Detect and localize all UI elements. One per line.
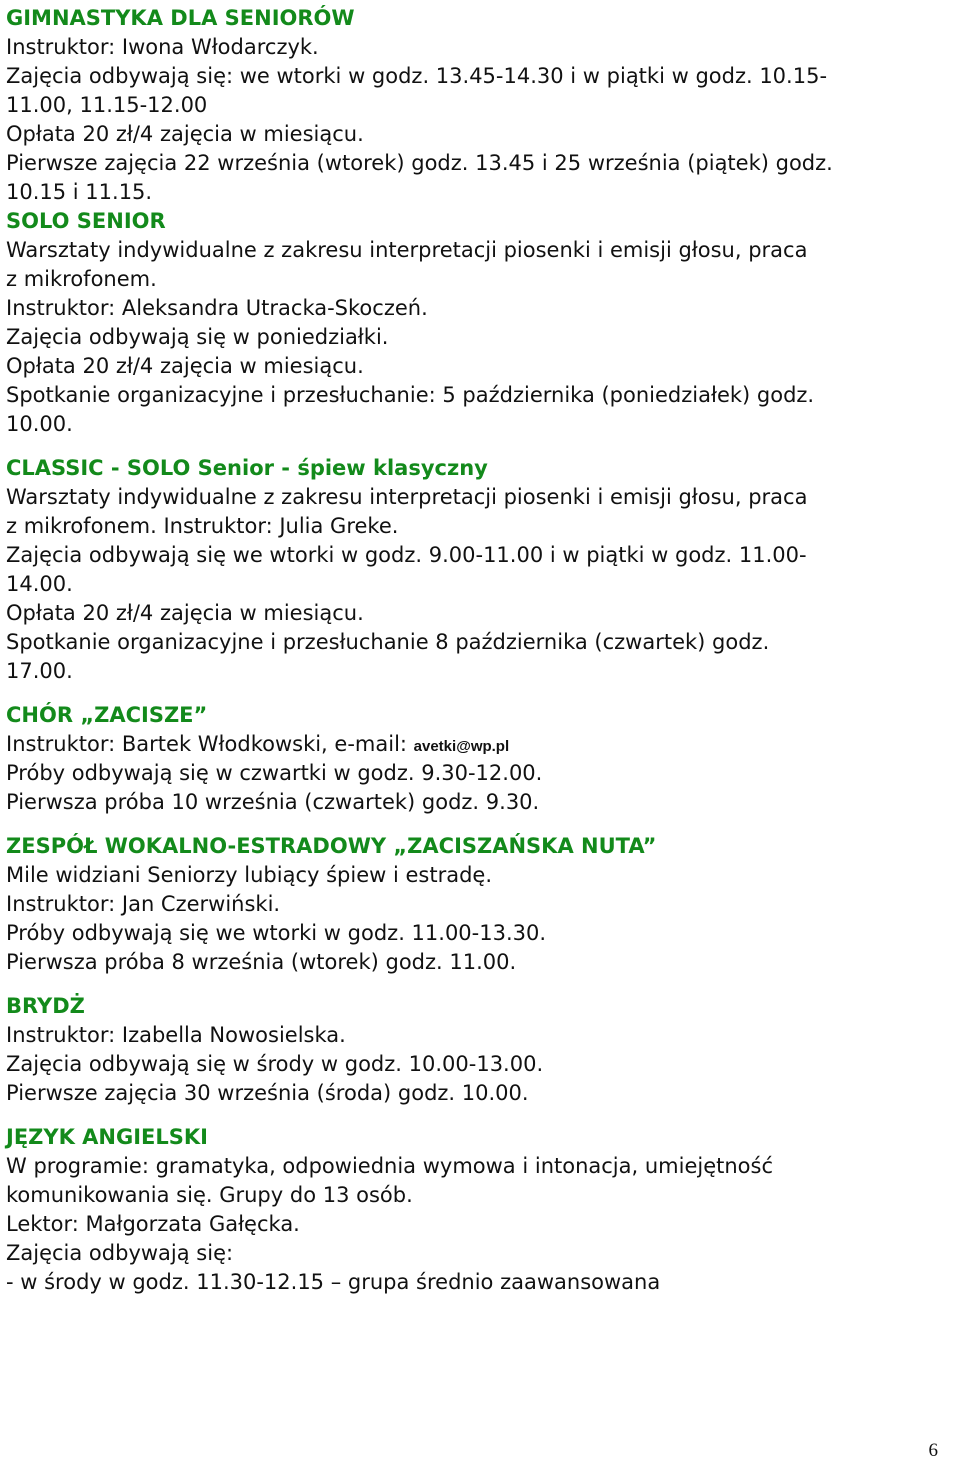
text-line: W programie: gramatyka, odpowiednia wymowa i intonacja, umiejętność bbox=[6, 1154, 774, 1178]
text-line: Warsztaty indywidualne z zakresu interpretacji piosenki i emisji głosu, praca bbox=[6, 238, 808, 262]
text-line: komunikowania się. Grupy do 13 osób. bbox=[6, 1183, 413, 1207]
document-page bbox=[6, 4, 950, 1297]
text-line: 11.00, 11.15-12.00 bbox=[6, 93, 208, 117]
text-line: Opłata 20 zł/4 zajęcia w miesiącu. bbox=[6, 122, 364, 146]
text-line: Warsztaty indywidualne z zakresu interpretacji piosenki i emisji głosu, praca bbox=[6, 485, 808, 509]
section-spacer bbox=[6, 977, 950, 992]
text-line: Instruktor: Iwona Włodarczyk. bbox=[6, 35, 319, 59]
text-line: 10.15 i 11.15. bbox=[6, 180, 153, 204]
text-line: Zajęcia odbywają się: bbox=[6, 1241, 234, 1265]
text-line: Pierwsze zajęcia 22 września (wtorek) godz. 13.45 i 25 września (piątek) godz. bbox=[6, 151, 833, 175]
section-spacer bbox=[6, 686, 950, 701]
section-heading-jezyk-angielski: JĘZYK ANGIELSKI bbox=[6, 1125, 208, 1149]
text-line: Pierwsza próba 10 września (czwartek) godz. 9.30. bbox=[6, 790, 540, 814]
text-line: 17.00. bbox=[6, 659, 73, 683]
text-line: Lektor: Małgorzata Gałęcka. bbox=[6, 1212, 300, 1236]
section-spacer bbox=[6, 817, 950, 832]
text-line: 10.00. bbox=[6, 412, 73, 436]
text-line: Mile widziani Seniorzy lubiący śpiew i estradę. bbox=[6, 863, 493, 887]
text-line: z mikrofonem. Instruktor: Julia Greke. bbox=[6, 514, 399, 538]
section-spacer bbox=[6, 439, 950, 454]
section-spacer bbox=[6, 1108, 950, 1123]
text-line: Zajęcia odbywają się we wtorki w godz. 9.00-11.00 i w piątki w godz. 11.00- bbox=[6, 543, 807, 567]
text-line: Próby odbywają się w czwartki w godz. 9.30-12.00. bbox=[6, 761, 543, 785]
text-line: z mikrofonem. bbox=[6, 267, 157, 291]
section-heading-solo-senior: SOLO SENIOR bbox=[6, 209, 166, 233]
instructor-line bbox=[6, 730, 950, 759]
email-link[interactable]: avetki@wp.pl bbox=[413, 738, 510, 755]
text-line: 14.00. bbox=[6, 572, 73, 596]
text-line: Opłata 20 zł/4 zajęcia w miesiącu. bbox=[6, 354, 364, 378]
section-heading-classic-solo: CLASSIC - SOLO Senior - śpiew klasyczny bbox=[6, 456, 488, 480]
text-line: Pierwsze zajęcia 30 września (środa) godz. 10.00. bbox=[6, 1081, 529, 1105]
text-line: Opłata 20 zł/4 zajęcia w miesiącu. bbox=[6, 601, 364, 625]
text-line: Spotkanie organizacyjne i przesłuchanie: 5 października (poniedziałek) godz. bbox=[6, 383, 815, 407]
section-heading-zespol-wokalny: ZESPÓŁ WOKALNO-ESTRADOWY „ZACISZAŃSKA NUTA” bbox=[6, 834, 657, 858]
text-line: Zajęcia odbywają się w poniedziałki. bbox=[6, 325, 389, 349]
text-line: Pierwsza próba 8 września (wtorek) godz. 11.00. bbox=[6, 950, 517, 974]
text-line: Instruktor: Izabella Nowosielska. bbox=[6, 1023, 346, 1047]
section-heading-chor-zacisze: CHÓR „ZACISZE” bbox=[6, 703, 208, 727]
section-heading-brydz: BRYDŻ bbox=[6, 994, 85, 1018]
text-line: Próby odbywają się we wtorki w godz. 11.00-13.30. bbox=[6, 921, 547, 945]
instructor-text: Instruktor: Bartek Włodkowski, e-mail: bbox=[6, 732, 414, 756]
text-line: Zajęcia odbywają się: we wtorki w godz. 13.45-14.30 i w piątki w godz. 10.15- bbox=[6, 64, 828, 88]
text-line: - w środy w godz. 11.30-12.15 – grupa średnio zaawansowana bbox=[6, 1270, 661, 1294]
text-line: Spotkanie organizacyjne i przesłuchanie 8 października (czwartek) godz. bbox=[6, 630, 770, 654]
text-line: Zajęcia odbywają się w środy w godz. 10.00-13.00. bbox=[6, 1052, 544, 1076]
text-line: Instruktor: Jan Czerwiński. bbox=[6, 892, 281, 916]
section-heading-gimnastyka: GIMNASTYKA DLA SENIORÓW bbox=[6, 6, 355, 30]
text-line: Instruktor: Aleksandra Utracka-Skoczeń. bbox=[6, 296, 428, 320]
page-number: 6 bbox=[928, 1440, 938, 1461]
